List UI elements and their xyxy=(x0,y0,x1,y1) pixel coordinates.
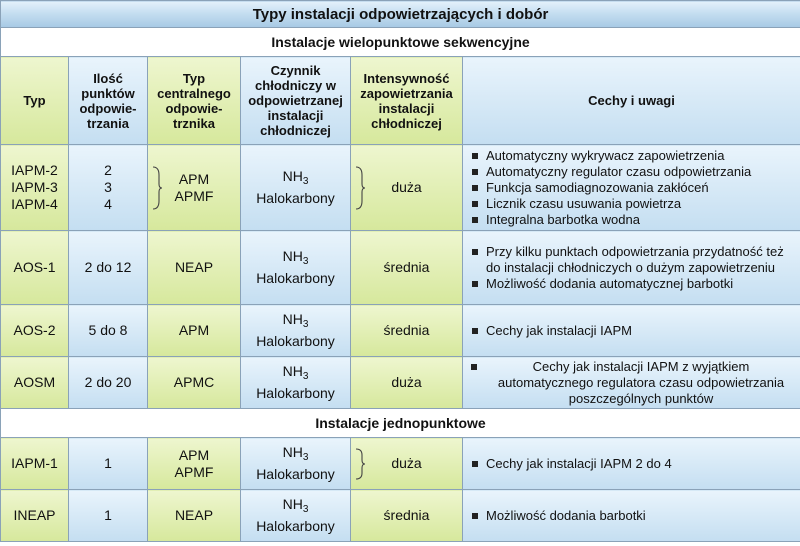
title-row xyxy=(1,1,800,28)
cell-points: 5 do 8 xyxy=(69,305,148,357)
table-row xyxy=(1,357,800,409)
table-row xyxy=(1,438,800,490)
cell-refrigerant: $NH_3$ Halokarbony xyxy=(241,490,351,542)
cell-type: INEAP xyxy=(1,490,69,542)
cell-central: APM xyxy=(148,305,241,357)
square-bullet-icon xyxy=(471,364,477,370)
table-row xyxy=(1,305,800,357)
cell-notes xyxy=(463,490,800,542)
note-item: Cechy jak instalacji IAPM z wyjątkiem automatycznego regulatora czasu odpowietrzania poszczególnych punktów xyxy=(471,359,796,407)
cell-refrigerant: $NH_3$ Halokarbony xyxy=(241,145,351,231)
note-item: Funkcja samodiagnozowania zakłóceń xyxy=(471,180,796,196)
cell-central: APM APMF xyxy=(148,145,241,231)
cell-type: AOSM xyxy=(1,357,69,409)
header-czynnik: Czynnik chłodniczy w odpowietrzanej instalacji chłodniczej xyxy=(241,57,351,145)
square-bullet-icon xyxy=(472,461,478,467)
cell-refrigerant: $NH_3$ Halokarbony xyxy=(241,305,351,357)
cell-points: 1 xyxy=(69,490,148,542)
cell-intensity: duża xyxy=(351,357,463,409)
cell-intensity: duża xyxy=(351,438,463,490)
cell-central: NEAP xyxy=(148,490,241,542)
cell-points: 2 do 12 xyxy=(69,231,148,305)
cell-points: 1 xyxy=(69,438,148,490)
header-cechy: Cechy i uwagi xyxy=(463,57,800,145)
section-title-multi: Instalacje wielopunktowe sekwencyjne xyxy=(1,28,800,57)
table-row xyxy=(1,490,800,542)
section-row-single xyxy=(1,409,800,438)
square-bullet-icon xyxy=(472,169,478,175)
square-bullet-icon xyxy=(472,153,478,159)
cell-type: IAPM-2 IAPM-3 IAPM-4 xyxy=(1,145,69,231)
cell-notes xyxy=(463,438,800,490)
cell-notes xyxy=(463,305,800,357)
cell-central: APMC xyxy=(148,357,241,409)
square-bullet-icon xyxy=(472,513,478,519)
note-item: Cechy jak instalacji IAPM 2 do 4 xyxy=(471,456,796,472)
cell-notes xyxy=(463,357,800,409)
cell-intensity: średnia xyxy=(351,490,463,542)
table-row xyxy=(1,145,800,231)
cell-intensity: średnia xyxy=(351,231,463,305)
cell-notes xyxy=(463,231,800,305)
square-bullet-icon xyxy=(472,185,478,191)
square-bullet-icon xyxy=(472,328,478,334)
square-bullet-icon xyxy=(472,249,478,255)
note-item: Automatyczny regulator czasu odpowietrzania xyxy=(471,164,796,180)
cell-central: NEAP xyxy=(148,231,241,305)
square-bullet-icon xyxy=(472,281,478,287)
note-item: Możliwość dodania barbotki xyxy=(471,508,796,524)
cell-intensity: duża xyxy=(351,145,463,231)
note-item: Możliwość dodania automatycznej barbotki xyxy=(471,276,796,292)
note-item: Licznik czasu usuwania powietrza xyxy=(471,196,796,212)
header-row xyxy=(1,57,800,145)
cell-central: APM APMF xyxy=(148,438,241,490)
note-item: Cechy jak instalacji IAPM xyxy=(471,323,796,339)
note-item: Automatyczny wykrywacz zapowietrzenia xyxy=(471,148,796,164)
note-item: Integralna barbotka wodna xyxy=(471,212,796,228)
cell-refrigerant: $NH_3$ Halokarbony xyxy=(241,438,351,490)
note-item: Przy kilku punktach odpowietrzania przydatność też do instalacji chłodniczych o dużym zapowietrzeniu xyxy=(471,244,796,276)
cell-type: AOS-1 xyxy=(1,231,69,305)
cell-refrigerant: $NH_3$ Halokarbony xyxy=(241,357,351,409)
cell-type: AOS-2 xyxy=(1,305,69,357)
square-bullet-icon xyxy=(472,217,478,223)
header-typ: Typ xyxy=(1,57,69,145)
cell-points: 2 3 4 xyxy=(69,145,148,231)
section-title-single: Instalacje jednopunktowe xyxy=(1,409,800,438)
header-typ-central: Typ centralnego odpowie- trznika xyxy=(148,57,241,145)
square-bullet-icon xyxy=(472,201,478,207)
table-title: Typy instalacji odpowietrzających i dobór xyxy=(1,1,800,28)
cell-notes xyxy=(463,145,800,231)
brace-icon xyxy=(354,447,366,481)
section-row-multi xyxy=(1,28,800,57)
table-row xyxy=(1,231,800,305)
cell-points: 2 do 20 xyxy=(69,357,148,409)
header-intensywnosc: Intensywność zapowietrzania instalacji chłodniczej xyxy=(351,57,463,145)
brace-icon xyxy=(354,165,366,211)
cell-refrigerant: $NH_3$ Halokarbony xyxy=(241,231,351,305)
cell-intensity: średnia xyxy=(351,305,463,357)
brace-icon xyxy=(151,165,163,211)
cell-type: IAPM-1 xyxy=(1,438,69,490)
header-ilosc: Ilość punktów odpowie- trzania xyxy=(69,57,148,145)
